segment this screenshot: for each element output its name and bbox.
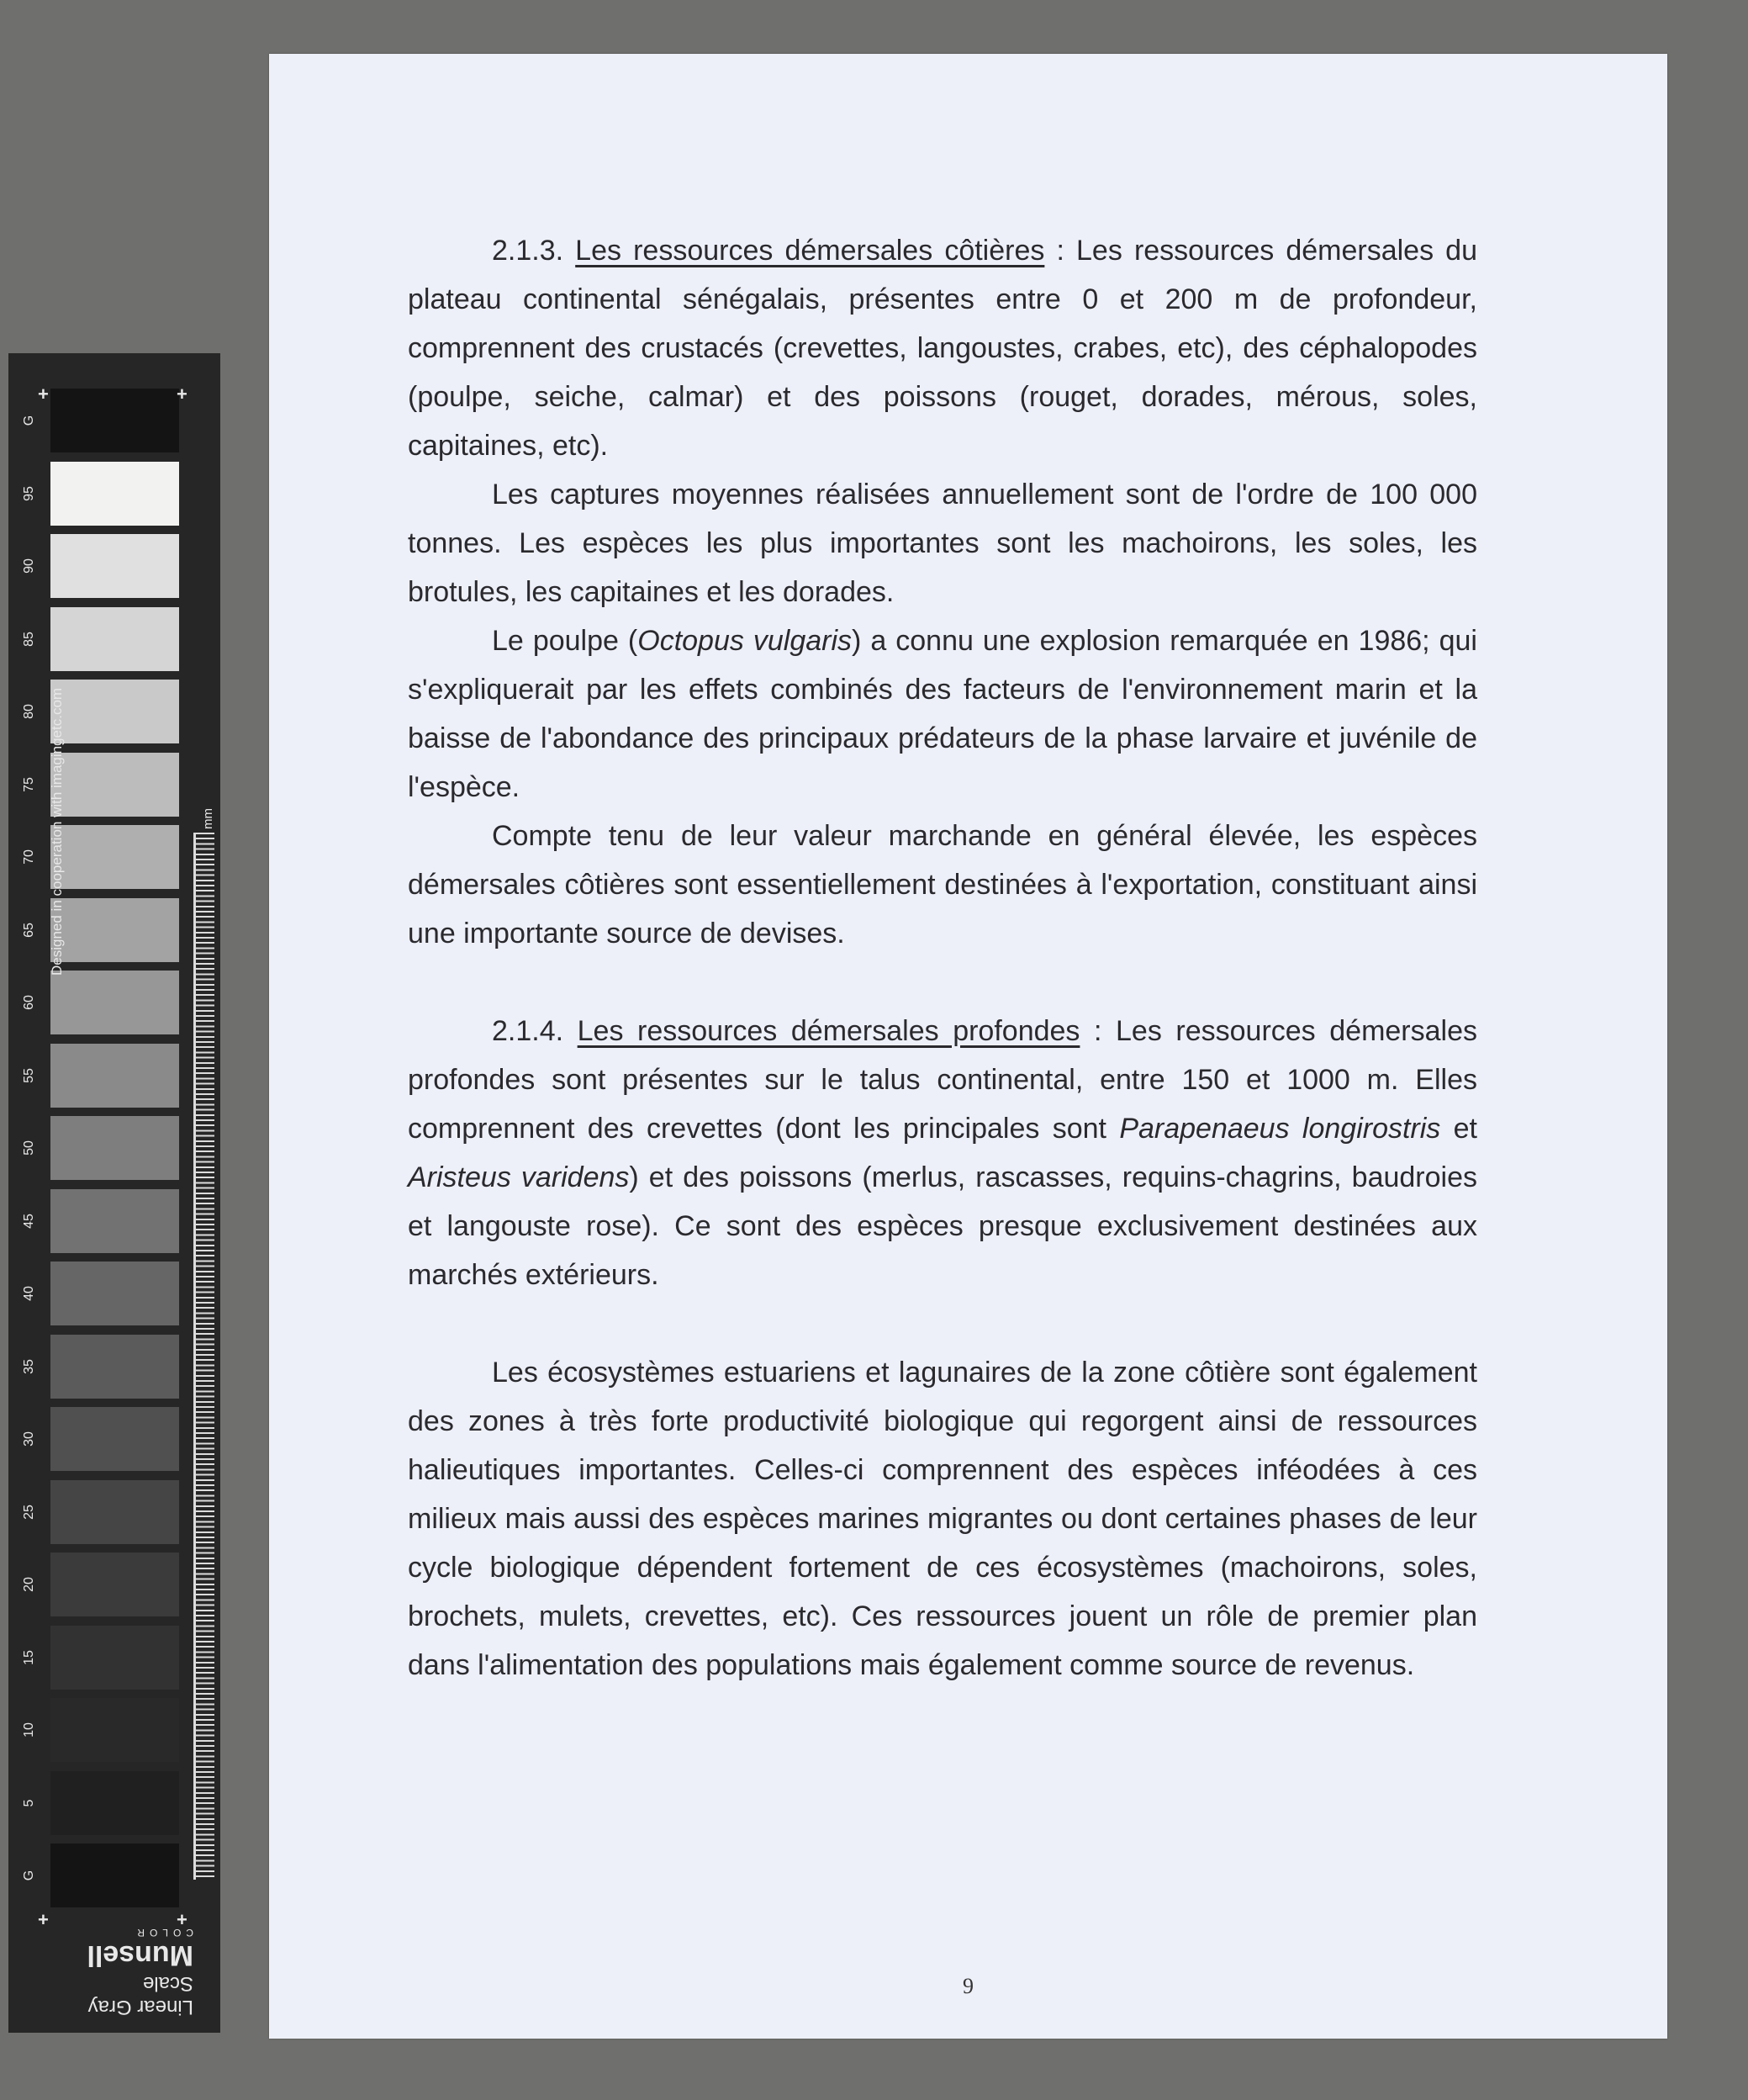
level-label: 60 <box>22 995 36 1010</box>
gray-swatch <box>50 1335 179 1399</box>
registration-mark: + <box>38 384 49 405</box>
italic-run: Aristeus varidens <box>408 1161 630 1193</box>
paragraph <box>408 470 1477 616</box>
level-label: 80 <box>22 704 36 719</box>
text-run: Compte tenu de leur valeur marchande en général élevée, les espèces démersales côtières sont essentiellement destinées à l'exportation, constituant ainsi une importante source de devises. <box>408 820 1477 949</box>
gray-swatch <box>50 1553 179 1616</box>
paragraph-gap <box>408 958 1477 1007</box>
scale-title: Linear Gray Scale <box>87 1972 193 2018</box>
level-label: 25 <box>22 1504 36 1520</box>
italic-run: Parapenaeus longirostris <box>1119 1113 1441 1145</box>
level-label: 30 <box>22 1431 36 1447</box>
level-label: 50 <box>22 1140 36 1156</box>
text-run: Les captures moyennes réalisées annuellement sont de l'ordre de 100 000 tonnes. Les espèces les plus importantes sont les machoirons, les soles, les brotules, les capitaines et les dorades. <box>408 479 1477 608</box>
paragraph <box>408 226 1477 470</box>
gray-swatch <box>50 1698 179 1762</box>
gray-swatch <box>50 1407 179 1471</box>
brand-sub: COLOR <box>132 1927 193 1939</box>
paragraph <box>408 812 1477 958</box>
level-label: G <box>22 415 36 426</box>
registration-mark: + <box>38 1909 49 1930</box>
gray-swatch <box>50 1044 179 1108</box>
credit-text <box>49 572 66 976</box>
level-label: 35 <box>22 1358 36 1374</box>
gray-swatch <box>50 1480 179 1544</box>
brand-name: Munsell <box>87 1939 193 1971</box>
text-run: Les écosystèmes estuariens et lagunaires de la zone côtière sont également des zones à très forte productivité biologique qui regorgent ainsi de ressources halieutiques importantes. Celles-ci comprennent des espèces inféodées à ces milieux mais aussi des espèces marines migrantes ou dont certaines phases de leur cycle biologique dépendent fortement de ces écosystèmes (machoirons, soles, brochets, mulets, crevettes, etc). Ces ressources jouent un rôle de premier plan dans l'alimentation des populations mais également comme source de revenus. <box>408 1357 1477 1681</box>
text-run: 2.1.3. <box>492 235 576 267</box>
paragraph <box>408 1348 1477 1690</box>
text-run: : Les ressources démersales profondes sont présentes sur le talus continental, entre 150 et 1000 m. Elles comprennent des crevettes (dont les principales sont <box>408 1015 1477 1145</box>
registration-mark: + <box>177 384 187 405</box>
section-heading: Les ressources démersales profondes <box>577 1015 1080 1047</box>
level-label: 65 <box>22 922 36 938</box>
gray-swatch <box>50 898 179 962</box>
level-label: 15 <box>22 1649 36 1665</box>
text-run: et <box>1440 1113 1478 1145</box>
section-heading: Les ressources démersales côtières <box>575 235 1045 267</box>
text-run: ) et des poissons (merlus, rascasses, requins-chagrins, baudroies et langouste rose). Ce sont des espèces presque exclusivement destinées aux marchés extérieurs. <box>408 1161 1477 1291</box>
level-label: 10 <box>22 1722 36 1738</box>
gray-swatch <box>50 825 179 889</box>
gray-swatch <box>50 1116 179 1180</box>
registration-mark: + <box>177 1909 187 1930</box>
text-run: : Les ressources démersales du plateau continental sénégalais, présentes entre 0 et 200 m de profondeur, comprennent des crustacés (crevettes, langoustes, crabes, etc), des céphalopodes (poulpe, seiche, calmar) et des poissons (rouget, dorades, mérous, soles, capitaines, etc). <box>408 235 1477 462</box>
text-run: ) a connu une explosion remarquée en 1986; qui s'expliquerait par les effets combinés des facteurs de l'environnement marin et la baisse de l'abondance des principaux prédateurs de la phase larvaire et juvénile de l'espèce. <box>408 625 1477 803</box>
level-label: 90 <box>22 558 36 574</box>
paragraph <box>408 1007 1477 1299</box>
level-label: 85 <box>22 631 36 647</box>
level-label: 70 <box>22 849 36 865</box>
gray-swatch <box>50 753 179 817</box>
level-label: 5 <box>22 1799 36 1806</box>
gray-swatch <box>50 462 179 526</box>
level-label: 55 <box>22 1067 36 1083</box>
gray-scale-card <box>8 353 220 2033</box>
unit-label: mm <box>201 808 215 829</box>
level-label: 45 <box>22 1213 36 1229</box>
gray-swatch <box>50 1771 179 1835</box>
gray-swatch <box>50 607 179 671</box>
credit-label: Designed in cooperation with imagingetc.com <box>49 687 65 976</box>
gray-swatch <box>50 534 179 598</box>
page-number: 9 <box>963 1974 974 1998</box>
level-label: 75 <box>22 776 36 792</box>
level-label: 20 <box>22 1577 36 1592</box>
level-label: G <box>22 1870 36 1881</box>
mm-ruler <box>193 833 214 1880</box>
gray-swatch <box>50 680 179 743</box>
gray-swatch <box>50 1262 179 1325</box>
gray-swatch <box>50 1843 179 1907</box>
document-page <box>269 54 1667 2039</box>
level-label: 95 <box>22 485 36 501</box>
gray-swatch <box>50 1189 179 1253</box>
body-text <box>408 226 1477 1690</box>
paragraph-gap <box>408 1299 1477 1348</box>
gray-swatch <box>50 389 179 452</box>
gray-swatch <box>50 1626 179 1690</box>
gray-swatch <box>50 971 179 1034</box>
text-run: 2.1.4. <box>492 1015 578 1047</box>
italic-run: Octopus vulgaris <box>637 625 853 657</box>
munsell-brand <box>42 1927 193 2018</box>
level-label: 40 <box>22 1286 36 1301</box>
text-run: Le poulpe ( <box>492 625 638 657</box>
paragraph <box>408 616 1477 812</box>
